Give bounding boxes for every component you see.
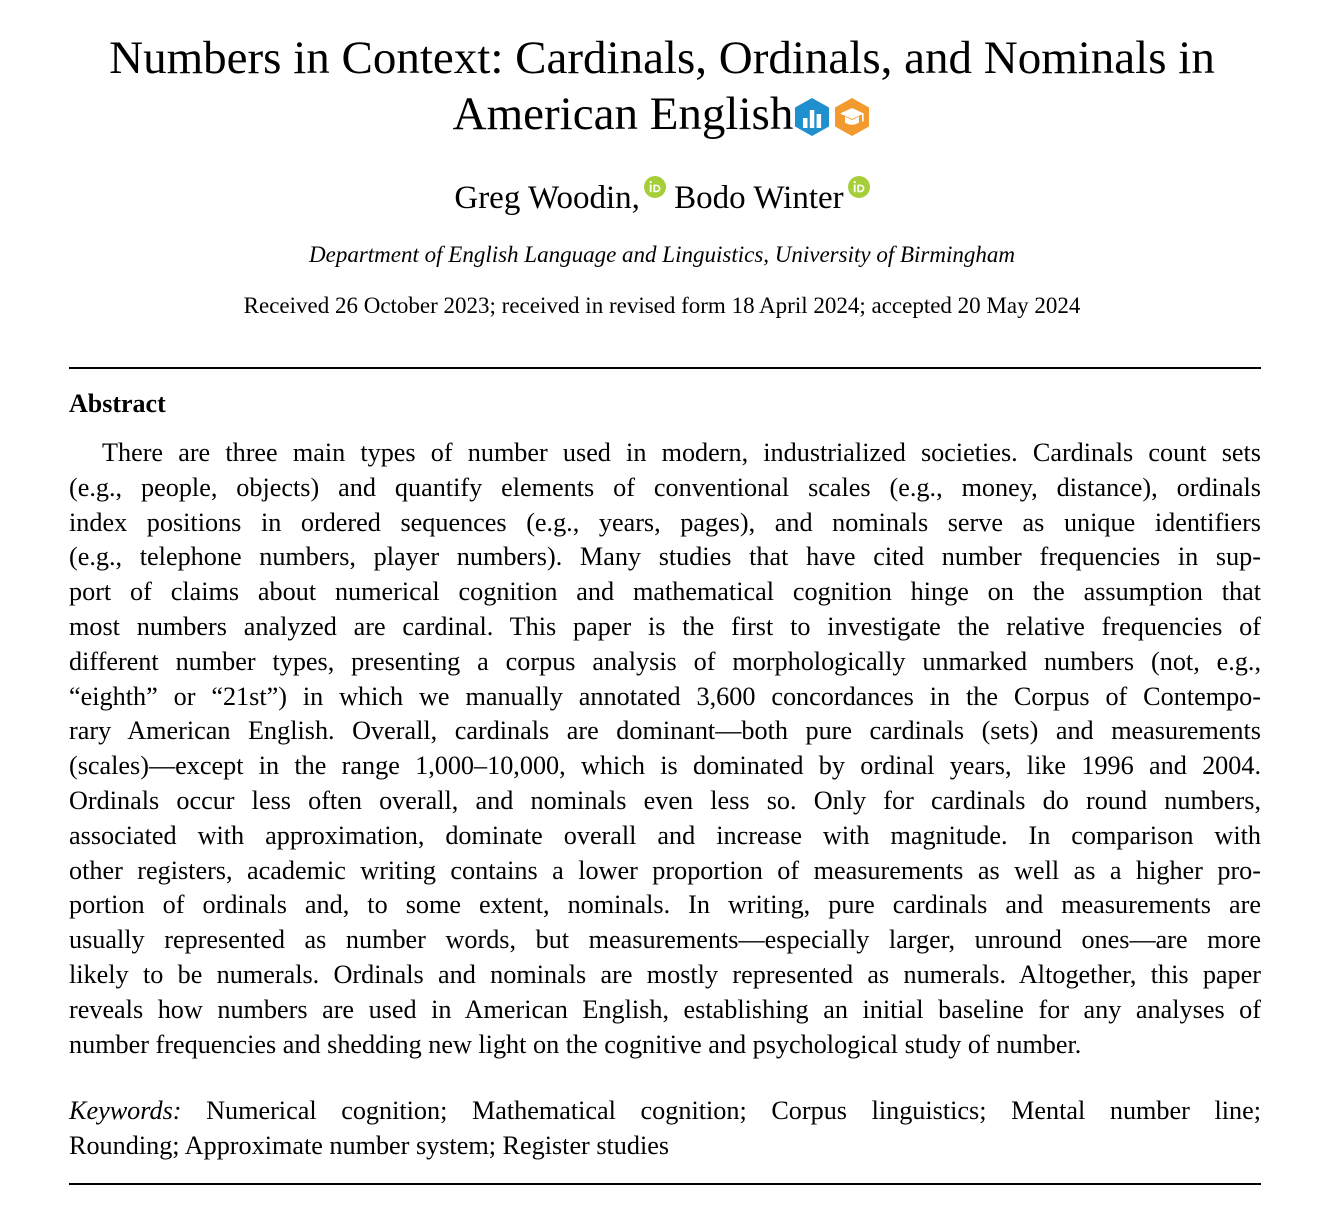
abstract-line: other registers, academic writing contains a lower proportion of measurements as well as a higher pro- (69, 855, 1261, 885)
open-materials-badge-icon[interactable] (833, 97, 871, 137)
keywords-list-part-2: Rounding; Approximate number system; Register studies (69, 1130, 670, 1160)
abstract-line: (e.g., people, objects) and quantify elements of conventional scales (e.g., money, distance), ordinals (69, 472, 1261, 502)
abstract-line: There are three main types of number used in modern, industrialized societies. Cardinals count sets (102, 438, 1261, 467)
paper-title-line-2-text: American English (452, 88, 794, 140)
publication-dates: Received 26 October 2023; received in revised form 18 April 2024; accepted 20 May 2024 (243, 293, 1081, 318)
orcid-icon[interactable] (644, 176, 666, 198)
abstract-line: “eighth” or “21st”) in which we manually annotated 3,600 concordances in the Corpus of Contempo- (69, 681, 1261, 711)
abstract-line: Ordinals occur less often overall, and nominals even less so. Only for cardinals do round numbers, (69, 785, 1261, 815)
keywords (69, 1094, 1261, 1164)
abstract-line: most numbers analyzed are cardinal. This paper is the first to investigate the relative frequencies of (69, 611, 1261, 641)
abstract-line: usually represented as number words, but measurements—especially larger, unround ones—are more (69, 925, 1261, 955)
abstract-line: port of claims about numerical cognition and mathematical cognition hinge on the assumption that (69, 577, 1261, 607)
abstract-line: likely to be numerals. Ordinals and nominals are mostly represented as numerals. Altogether, this paper (69, 959, 1261, 989)
abstract-line: different number types, presenting a corpus analysis of morphologically unmarked numbers (not, e.g., (69, 646, 1261, 676)
orcid-icon[interactable] (848, 176, 870, 198)
paper-title-line-2 (60, 86, 1264, 142)
keywords-label: Keywords: (69, 1096, 182, 1125)
abstract-line: rary American English. Overall, cardinals are dominant—both pure cardinals (sets) and measurements (69, 716, 1261, 746)
paper-title-line-1: Numbers in Context: Cardinals, Ordinals, and Nominals in (109, 32, 1215, 84)
abstract-line: reveals how numbers are used in American English, establishing an initial baseline for any analyses of (69, 994, 1261, 1024)
paper-title (60, 30, 1264, 142)
abstract-heading: Abstract (69, 389, 166, 418)
abstract-body (69, 436, 1261, 1062)
abstract-line: portion of ordinals and, to some extent, nominals. In writing, pure cardinals and measurements are (69, 890, 1261, 920)
open-data-badge-icon[interactable] (793, 97, 831, 137)
divider-bottom (69, 1183, 1261, 1185)
affiliation: Department of English Language and Linguistics, University of Birmingham (309, 242, 1015, 267)
author-list (60, 176, 1264, 220)
keywords-list-part-1: Numerical cognition; Mathematical cognition; Corpus linguistics; Mental number line; (181, 1096, 1261, 1125)
abstract-line: (e.g., telephone numbers, player numbers). Many studies that have cited number frequencies in sup- (69, 542, 1261, 572)
abstract-line: index positions in ordered sequences (e.g., years, pages), and nominals serve as unique identifiers (69, 507, 1261, 537)
abstract-line: associated with approximation, dominate overall and increase with magnitude. In comparison with (69, 820, 1261, 850)
keywords-line-1 (69, 1094, 1261, 1129)
author-name: Bodo Winter (674, 180, 844, 216)
divider-top (69, 367, 1261, 369)
abstract-line: (scales)—except in the range 1,000–10,000, which is dominated by ordinal years, like 1996 and 2004. (69, 751, 1261, 781)
author-name: Greg Woodin, (454, 180, 640, 216)
abstract-line: number frequencies and shedding new light on the cognitive and psychological study of number. (69, 1029, 1082, 1059)
